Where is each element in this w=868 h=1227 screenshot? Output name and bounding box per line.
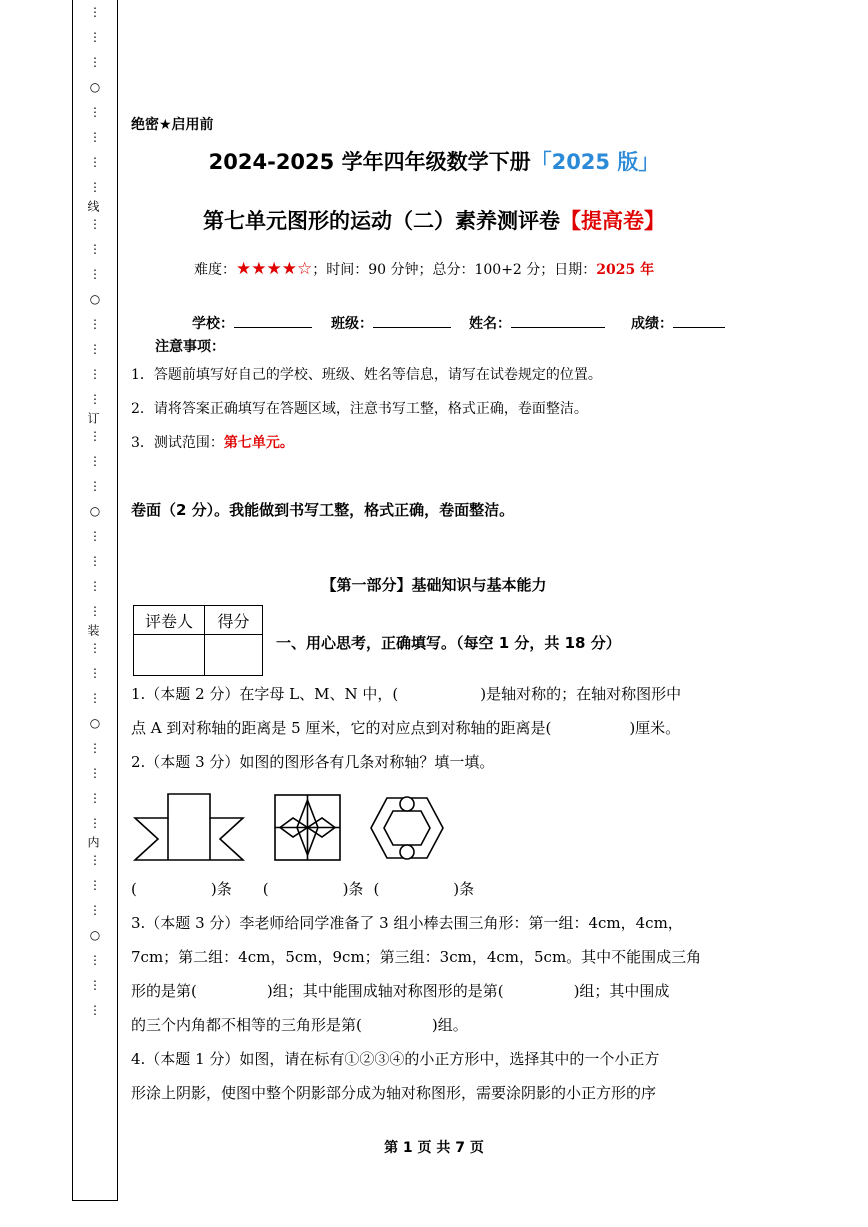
- figure-hexagon-circles: [371, 797, 443, 859]
- q2-text: 2.（本题 3 分）如图的图形各有几条对称轴？填一填。: [131, 753, 495, 771]
- q1-text-d: )厘米。: [629, 719, 681, 737]
- binding-circle: ○: [89, 928, 101, 942]
- binding-dots: ⋮: [89, 666, 101, 680]
- binding-dots: ⋮: [89, 267, 101, 281]
- binding-dots: ⋮: [89, 529, 101, 543]
- binding-dots: ⋮: [89, 641, 101, 655]
- title-tag: 「2025 版」: [530, 150, 660, 174]
- binding-marks: [73, 0, 117, 1200]
- meta-date: 2025 年: [596, 262, 655, 278]
- figure-bowtie-shape: [135, 794, 243, 860]
- binding-dots: ⋮: [89, 180, 101, 194]
- binding-circle: ○: [89, 504, 101, 518]
- class-blank[interactable]: [373, 313, 451, 328]
- note-item-3: [131, 432, 294, 452]
- binding-dots: ⋮: [89, 953, 101, 967]
- notes-heading: 注意事项：: [155, 339, 225, 355]
- binding-dots: ⋮: [89, 1003, 101, 1017]
- binding-dots: ⋮: [89, 429, 101, 443]
- difficulty-label: 难度：: [194, 262, 236, 278]
- q4-line1: 4.（本题 1 分）如图，请在标有①②③④的小正方形中，选择其中的一个小正方: [131, 1050, 660, 1068]
- q1-text-c: 点 A 到对称轴的距离是 5 厘米，它的对应点到对称轴的距离是(: [131, 719, 552, 737]
- q2-ans2-close: )条: [342, 880, 364, 898]
- difficulty-stars-empty: ☆: [296, 259, 313, 279]
- binding-dots: ⋮: [89, 479, 101, 493]
- section1-title: 一、用心思考，正确填写。（每空 1 分，共 18 分）: [276, 634, 621, 652]
- subtitle-tag: 【提高卷】: [560, 209, 665, 233]
- q3-text-a: 形的是第(: [131, 982, 197, 1000]
- q1-line1: [131, 677, 681, 711]
- binding-dots: ⋮: [89, 978, 101, 992]
- page-footer: 第 1 页 共 7 页: [384, 1140, 484, 1156]
- q1-text-b: )是轴对称的；在轴对称图形中: [480, 685, 682, 703]
- binding-label: 线: [86, 200, 100, 212]
- figure-square-diamonds: [275, 795, 340, 860]
- binding-dots: ⋮: [89, 903, 101, 917]
- binding-dots: ⋮: [89, 878, 101, 892]
- binding-circle: ○: [89, 80, 101, 94]
- note-item-3-prefix: 3．测试范围：: [131, 435, 224, 451]
- class-field[interactable]: [331, 313, 451, 333]
- name-field[interactable]: [469, 313, 605, 333]
- binding-dots: ⋮: [89, 554, 101, 568]
- binding-dots: ⋮: [89, 130, 101, 144]
- q4-line2: 形涂上阴影，使图中整个阴影部分成为轴对称图形，需要涂阴影的小正方形的序: [131, 1084, 657, 1102]
- q3-line4: [131, 1008, 468, 1042]
- binding-circle: ○: [89, 292, 101, 306]
- binding-dots: ⋮: [89, 317, 101, 331]
- q3-text-b: )组；其中能围成轴对称图形的是第(: [266, 982, 504, 1000]
- binding-dots: ⋮: [89, 766, 101, 780]
- q3-line3: [131, 974, 669, 1008]
- binding-dots: ⋮: [89, 392, 101, 406]
- binding-dots: ⋮: [89, 367, 101, 381]
- binding-dots: ⋮: [89, 741, 101, 755]
- school-label: 学校：: [192, 316, 234, 332]
- neatness-statement: 卷面（2 分）。我能做到书写工整，格式正确，卷面整洁。: [131, 501, 515, 519]
- q3-line2: 7cm；第二组：4cm，5cm，9cm；第三组：3cm，4cm，5cm。其中不能围成三角: [131, 948, 702, 966]
- binding-dots: ⋮: [89, 30, 101, 44]
- binding-dots: ⋮: [89, 816, 101, 830]
- binding-margin: [72, 0, 118, 1201]
- binding-dots: ⋮: [89, 604, 101, 618]
- name-blank[interactable]: [511, 313, 605, 328]
- score-field[interactable]: [631, 313, 725, 333]
- difficulty-stars-filled: ★★★★: [236, 259, 297, 279]
- secret-label: 绝密★启用前: [131, 117, 214, 133]
- grader-cell-label: 评卷人: [134, 606, 205, 635]
- note-item-2: 2．请将答案正确填写在答题区域，注意书写工整，格式正确，卷面整洁。: [131, 401, 588, 417]
- grader-cell-input[interactable]: [134, 635, 205, 676]
- binding-label: 订: [86, 412, 100, 424]
- binding-dots: ⋮: [89, 105, 101, 119]
- score-cell-label: 得分: [205, 606, 263, 635]
- q2-ans1-close: )条: [210, 880, 232, 898]
- score-cell-input[interactable]: [205, 635, 263, 676]
- class-label: 班级：: [331, 316, 373, 332]
- q3-text-e: )组。: [431, 1016, 468, 1034]
- q2-figures: [130, 790, 450, 870]
- binding-dots: ⋮: [89, 5, 101, 19]
- binding-dots: ⋮: [89, 55, 101, 69]
- score-label: 成绩：: [631, 316, 673, 332]
- meta-rest: ；时间：90 分钟；总分：100+2 分；日期：: [312, 262, 597, 278]
- q3-line1: 3.（本题 3 分）李老师给同学准备了 3 组小棒去围三角形：第一组：4cm，4cm，: [131, 914, 683, 932]
- q2-ans2-open: (: [262, 880, 269, 898]
- title-main: 2024-2025 学年四年级数学下册: [208, 150, 531, 174]
- binding-circle: ○: [89, 716, 101, 730]
- binding-dots: ⋮: [89, 217, 101, 231]
- school-field[interactable]: [192, 313, 312, 333]
- q2-ans1-open: (: [131, 880, 137, 898]
- binding-dots: ⋮: [89, 155, 101, 169]
- note-item-3-value: 第七单元。: [223, 435, 294, 451]
- q3-text-c: )组；其中围成: [573, 982, 670, 1000]
- binding-label: 内: [86, 836, 100, 848]
- binding-dots: ⋮: [89, 579, 101, 593]
- q1-line2: [131, 711, 680, 745]
- subtitle-main: 第七单元图形的运动（二）素养测评卷: [203, 209, 560, 233]
- name-label: 姓名：: [469, 316, 511, 332]
- part1-title: 【第一部分】基础知识与基本能力: [321, 576, 547, 594]
- q2-ans3-open: (: [373, 880, 380, 898]
- binding-dots: ⋮: [89, 791, 101, 805]
- score-blank[interactable]: [673, 313, 725, 328]
- q2-ans3-close: )条: [453, 880, 475, 898]
- meta-line: [194, 259, 654, 279]
- binding-dots: ⋮: [89, 691, 101, 705]
- binding-dots: ⋮: [89, 454, 101, 468]
- binding-label: 装: [86, 624, 100, 636]
- school-blank[interactable]: [234, 313, 312, 328]
- page-title: [0, 146, 868, 176]
- binding-dots: ⋮: [89, 242, 101, 256]
- binding-dots: ⋮: [89, 342, 101, 356]
- q2-answer-row: [131, 872, 474, 906]
- page-subtitle: [0, 205, 868, 235]
- binding-dots: ⋮: [89, 853, 101, 867]
- q1-text-a: 1.（本题 2 分）在字母 L、M、N 中，(: [131, 685, 399, 703]
- grader-table: [133, 605, 263, 676]
- note-item-1: 1．答题前填写好自己的学校、班级、姓名等信息，请写在试卷规定的位置。: [131, 367, 602, 383]
- q3-text-d: 的三个内角都不相等的三角形是第(: [131, 1016, 362, 1034]
